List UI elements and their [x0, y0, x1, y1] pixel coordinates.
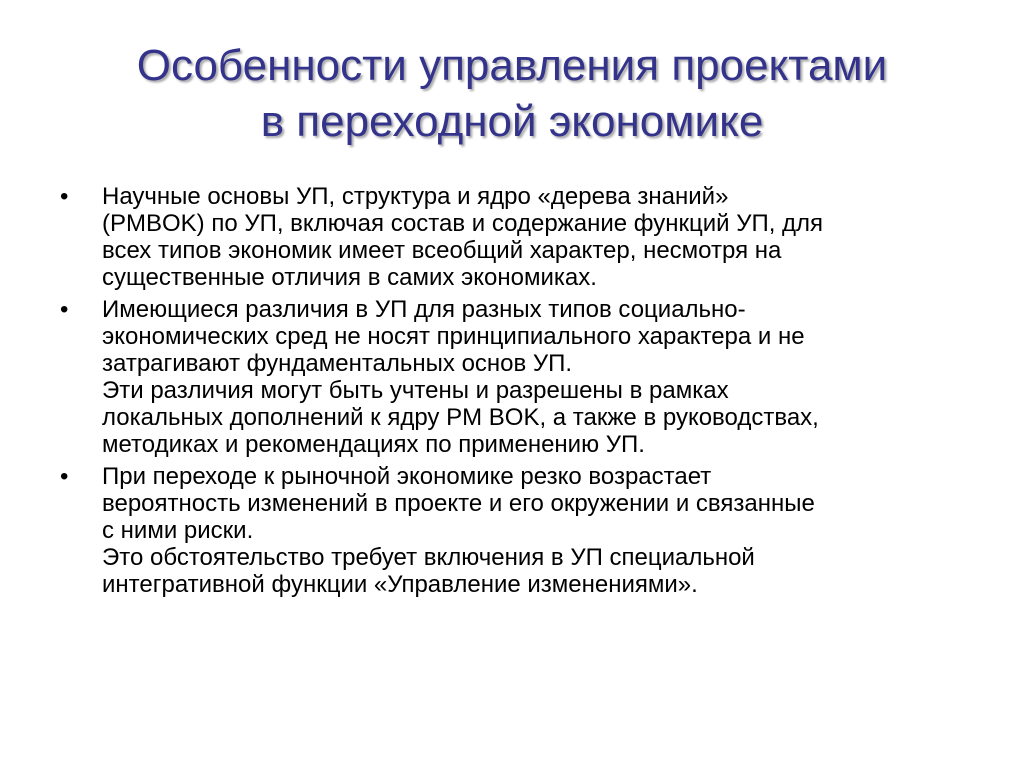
bullet-text-line: вероятность изменений в проекте и его окружении и связанные [102, 490, 815, 517]
bullet-item-3 [54, 463, 964, 598]
bullet-item-2 [54, 296, 964, 458]
bullet-marker: • [60, 296, 69, 323]
title-line-1: Особенности управления проектами [136, 41, 888, 90]
bullet-text-line: существенные отличия в самих экономиках. [102, 264, 597, 291]
bullet-text-line: Эти различия могут быть учтены и разрешены в рамках [102, 377, 729, 404]
bullet-text-line: всех типов экономик имеет всеобщий характер, несмотря на [102, 237, 782, 264]
bullet-text-line: Это обстоятельство требует включения в УП специальной [102, 544, 755, 571]
bullet-text-line: экономических сред не носят принципиального характера и не [102, 323, 805, 350]
bullet-marker: • [60, 183, 69, 210]
bullet-text-line: Имеющиеся различия в УП для разных типов социально- [102, 296, 746, 323]
title-line-2: в переходной экономике [260, 97, 764, 146]
bullet-marker: • [60, 463, 69, 490]
bullet-text-line: локальных дополнений к ядру PM BOK, а также в руководствах, [102, 404, 819, 431]
slide-title [40, 38, 984, 150]
bullet-item-1 [54, 183, 964, 291]
bullet-text-line: (PMBOK) по УП, включая состав и содержание функций УП, для [102, 210, 824, 237]
bullet-text-line: интегративной функции «Управление изменениями». [102, 571, 698, 598]
bullet-text-line: методиках и рекомендациях по применению УП. [102, 431, 645, 458]
bullet-text-line: затрагивают фундаментальных основ УП. [102, 350, 573, 377]
bullet-list [54, 183, 964, 603]
bullet-text-line: с ними риски. [102, 517, 254, 544]
bullet-text-line: Научные основы УП, структура и ядро «дерева знаний» [102, 183, 729, 210]
bullet-text-line: При переходе к рыночной экономике резко возрастает [102, 463, 712, 490]
